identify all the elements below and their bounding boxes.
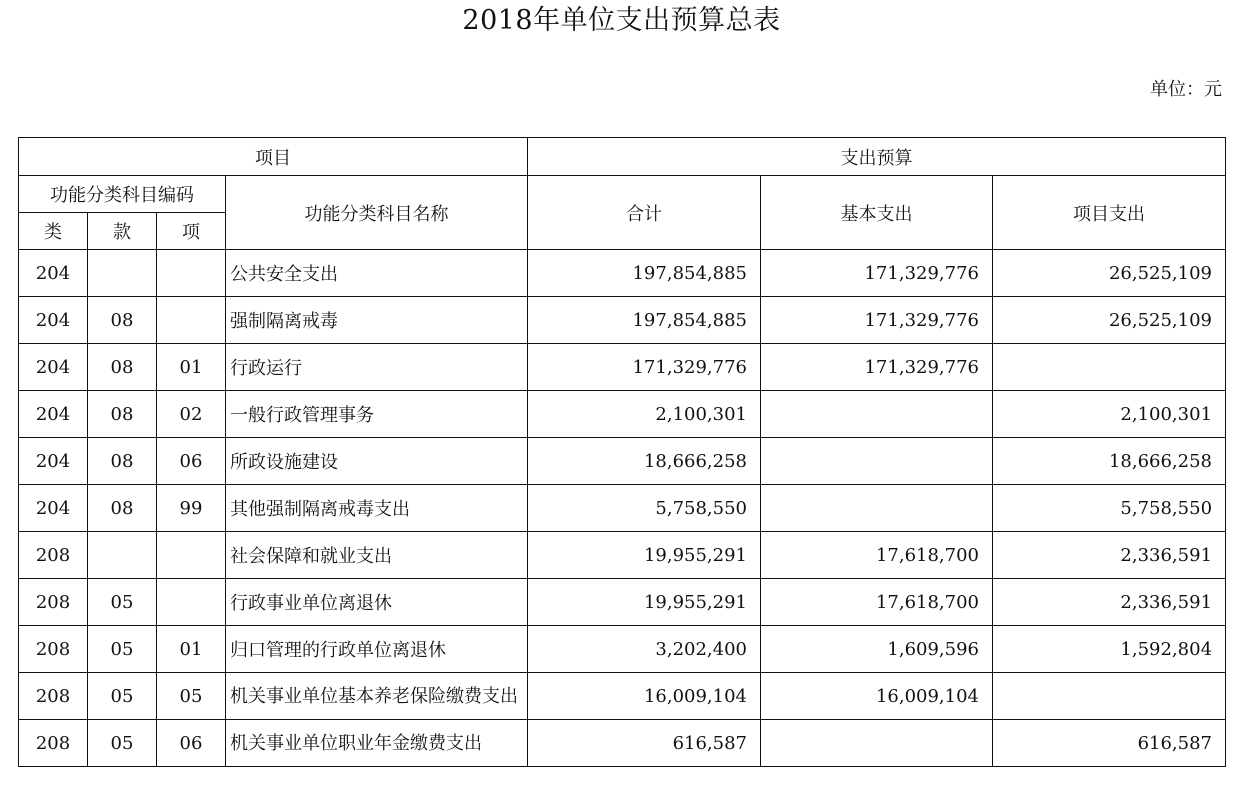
cell-kuan: 08 xyxy=(88,485,157,532)
cell-project: 5,758,550 xyxy=(993,485,1226,532)
cell-total: 171,329,776 xyxy=(528,344,761,391)
cell-lei: 204 xyxy=(19,485,88,532)
cell-project: 2,336,591 xyxy=(993,532,1226,579)
cell-basic: 1,609,596 xyxy=(761,626,993,673)
cell-xiang: 99 xyxy=(157,485,226,532)
cell-total: 5,758,550 xyxy=(528,485,761,532)
cell-name: 机关事业单位职业年金缴费支出 xyxy=(226,720,528,767)
table-row xyxy=(19,532,1226,579)
cell-basic: 17,618,700 xyxy=(761,532,993,579)
cell-total: 3,202,400 xyxy=(528,626,761,673)
table-row xyxy=(19,297,1226,344)
cell-project: 1,592,804 xyxy=(993,626,1226,673)
cell-xiang: 01 xyxy=(157,626,226,673)
cell-name: 行政事业单位离退休 xyxy=(226,579,528,626)
cell-project: 26,525,109 xyxy=(993,297,1226,344)
cell-lei: 204 xyxy=(19,250,88,297)
header-project: 项目 xyxy=(19,138,528,176)
cell-lei: 208 xyxy=(19,626,88,673)
cell-project: 2,336,591 xyxy=(993,579,1226,626)
cell-lei: 204 xyxy=(19,438,88,485)
table-row xyxy=(19,626,1226,673)
header-name: 功能分类科目名称 xyxy=(226,176,528,250)
cell-kuan: 05 xyxy=(88,673,157,720)
cell-total: 197,854,885 xyxy=(528,250,761,297)
header-row-2 xyxy=(19,176,1226,213)
cell-xiang: 06 xyxy=(157,720,226,767)
cell-xiang: 02 xyxy=(157,391,226,438)
page-title: 2018年单位支出预算总表 xyxy=(462,5,781,36)
cell-basic: 171,329,776 xyxy=(761,250,993,297)
cell-kuan xyxy=(88,250,157,297)
cell-kuan: 05 xyxy=(88,626,157,673)
cell-total: 197,854,885 xyxy=(528,297,761,344)
table-row xyxy=(19,720,1226,767)
header-lei: 类 xyxy=(19,213,88,250)
cell-project: 26,525,109 xyxy=(993,250,1226,297)
cell-lei: 204 xyxy=(19,344,88,391)
cell-lei: 204 xyxy=(19,391,88,438)
cell-name: 机关事业单位基本养老保险缴费支出 xyxy=(226,673,528,720)
cell-basic: 171,329,776 xyxy=(761,297,993,344)
header-total: 合计 xyxy=(528,176,761,250)
cell-basic: 171,329,776 xyxy=(761,344,993,391)
header-basic: 基本支出 xyxy=(761,176,993,250)
cell-total: 18,666,258 xyxy=(528,438,761,485)
cell-xiang: 05 xyxy=(157,673,226,720)
cell-xiang: 01 xyxy=(157,344,226,391)
cell-lei: 204 xyxy=(19,297,88,344)
cell-lei: 208 xyxy=(19,532,88,579)
table-body xyxy=(19,138,1226,767)
cell-lei: 208 xyxy=(19,673,88,720)
table-row xyxy=(19,344,1226,391)
cell-name: 所政设施建设 xyxy=(226,438,528,485)
cell-xiang: 06 xyxy=(157,438,226,485)
table-row xyxy=(19,579,1226,626)
cell-basic xyxy=(761,391,993,438)
cell-project: 616,587 xyxy=(993,720,1226,767)
cell-total: 16,009,104 xyxy=(528,673,761,720)
cell-xiang xyxy=(157,532,226,579)
header-xiang: 项 xyxy=(157,213,226,250)
cell-name: 强制隔离戒毒 xyxy=(226,297,528,344)
cell-name: 归口管理的行政单位离退休 xyxy=(226,626,528,673)
table-row xyxy=(19,673,1226,720)
cell-name: 一般行政管理事务 xyxy=(226,391,528,438)
header-project-expense: 项目支出 xyxy=(993,176,1226,250)
cell-kuan xyxy=(88,532,157,579)
cell-project xyxy=(993,673,1226,720)
cell-name: 行政运行 xyxy=(226,344,528,391)
cell-basic xyxy=(761,485,993,532)
table-row xyxy=(19,438,1226,485)
cell-kuan: 08 xyxy=(88,438,157,485)
cell-kuan: 08 xyxy=(88,391,157,438)
cell-name: 公共安全支出 xyxy=(226,250,528,297)
table-row xyxy=(19,250,1226,297)
cell-project: 18,666,258 xyxy=(993,438,1226,485)
cell-project: 2,100,301 xyxy=(993,391,1226,438)
cell-name: 社会保障和就业支出 xyxy=(226,532,528,579)
cell-name: 其他强制隔离戒毒支出 xyxy=(226,485,528,532)
cell-kuan: 05 xyxy=(88,579,157,626)
cell-xiang xyxy=(157,579,226,626)
cell-basic xyxy=(761,720,993,767)
budget-table xyxy=(18,137,1226,767)
cell-total: 616,587 xyxy=(528,720,761,767)
header-budget: 支出预算 xyxy=(528,138,1226,176)
cell-total: 19,955,291 xyxy=(528,532,761,579)
cell-xiang xyxy=(157,250,226,297)
header-row-1 xyxy=(19,138,1226,176)
header-kuan: 款 xyxy=(88,213,157,250)
cell-kuan: 08 xyxy=(88,297,157,344)
cell-kuan: 08 xyxy=(88,344,157,391)
table-row xyxy=(19,391,1226,438)
table-row xyxy=(19,485,1226,532)
cell-basic: 17,618,700 xyxy=(761,579,993,626)
cell-kuan: 05 xyxy=(88,720,157,767)
cell-project xyxy=(993,344,1226,391)
unit-label: 单位：元 xyxy=(1150,79,1222,100)
cell-total: 19,955,291 xyxy=(528,579,761,626)
cell-total: 2,100,301 xyxy=(528,391,761,438)
cell-lei: 208 xyxy=(19,720,88,767)
cell-xiang xyxy=(157,297,226,344)
cell-lei: 208 xyxy=(19,579,88,626)
cell-basic: 16,009,104 xyxy=(761,673,993,720)
header-code-group: 功能分类科目编码 xyxy=(19,176,226,213)
cell-basic xyxy=(761,438,993,485)
